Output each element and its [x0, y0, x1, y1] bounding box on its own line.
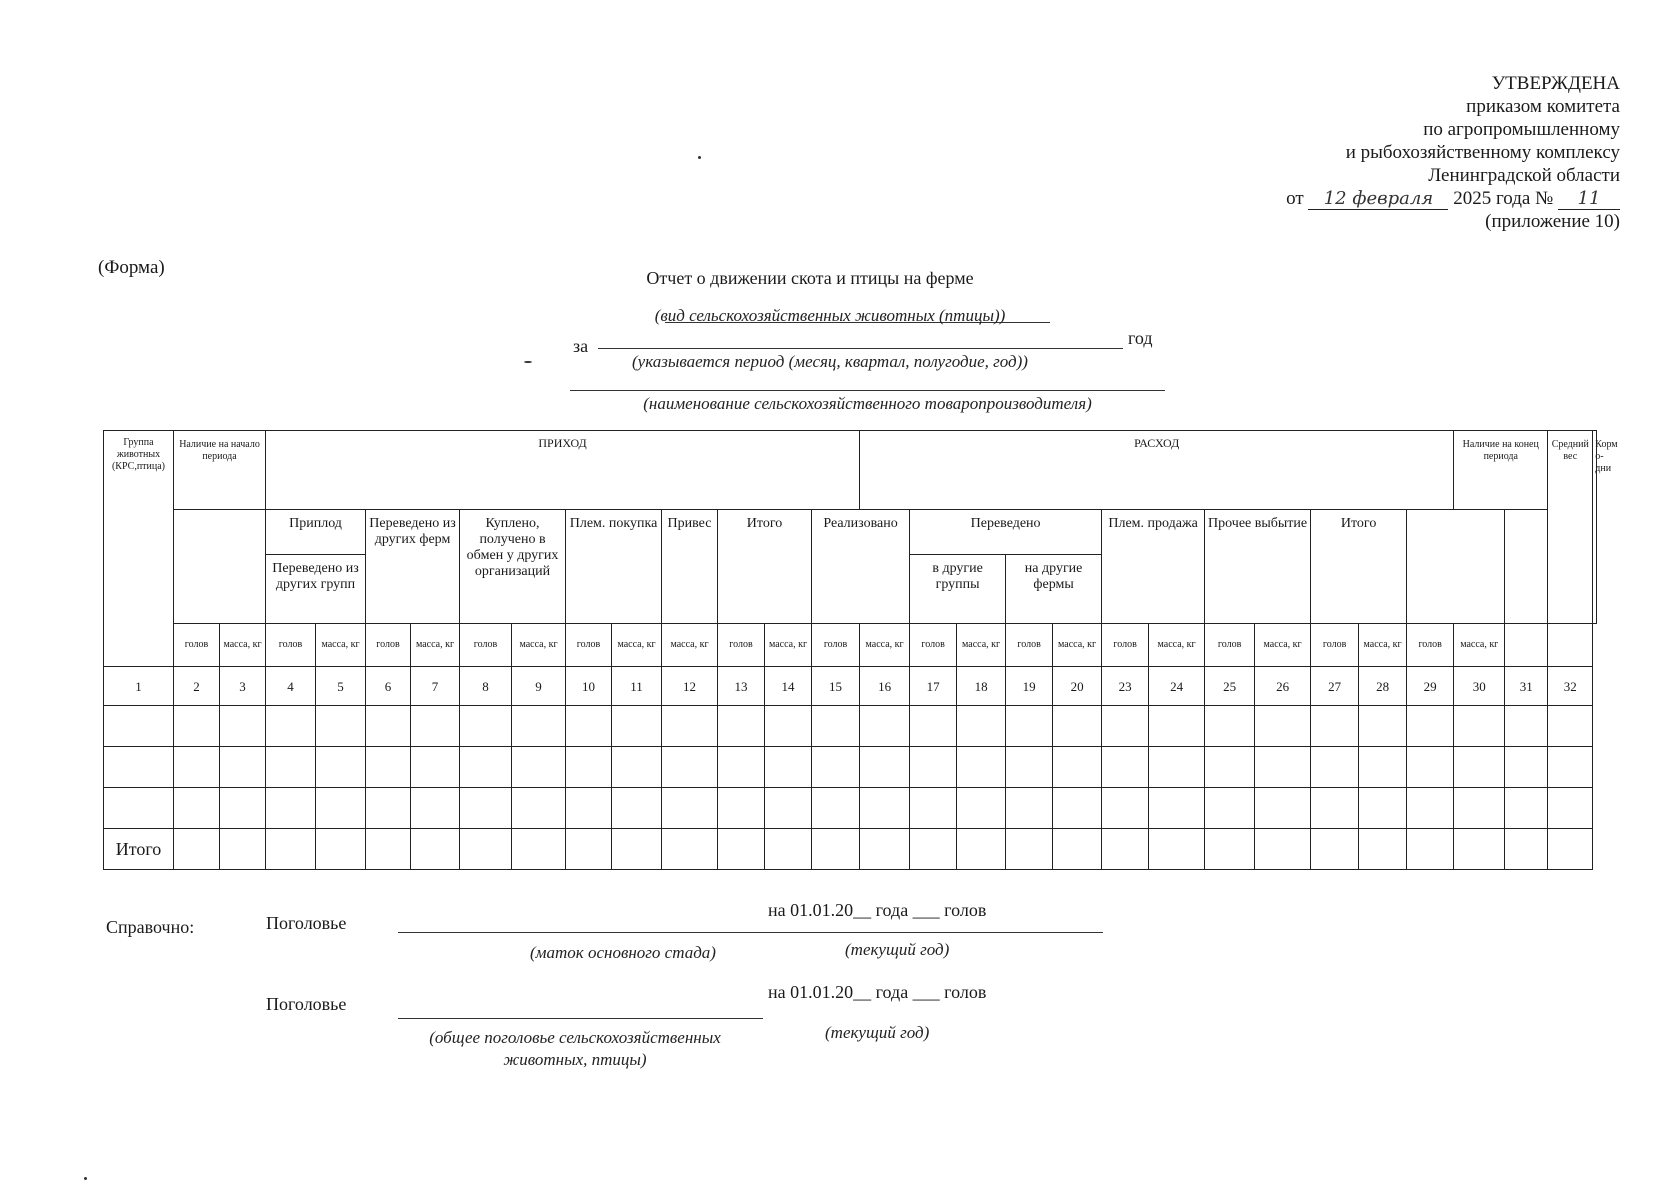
unit-mass: масса, кг [860, 624, 910, 667]
col-number: 31 [1505, 667, 1548, 706]
table-cell[interactable] [957, 706, 1006, 747]
unit-heads: голов [1311, 624, 1359, 667]
table-cell[interactable] [1149, 788, 1205, 829]
table-cell[interactable] [662, 706, 718, 747]
table-cell[interactable] [1454, 788, 1505, 829]
unit-mass: масса, кг [1359, 624, 1407, 667]
col-end-header: Наличие на конец периода [1454, 431, 1548, 510]
expense-transferred-header: Переведено [910, 510, 1102, 555]
reference-row2-hint: (общее поголовье сельскохозяйственных животных, птицы) [429, 1028, 721, 1069]
table-cell[interactable] [1548, 788, 1593, 829]
table-cell[interactable] [460, 706, 512, 747]
table-cell[interactable] [174, 706, 220, 747]
col-number: 18 [957, 667, 1006, 706]
unit-heads: голов [174, 624, 220, 667]
table-cell[interactable] [1053, 788, 1102, 829]
table-cell[interactable] [860, 706, 910, 747]
report-title: Отчет о движении скота и птицы на ферме [646, 268, 974, 288]
table-cell[interactable] [1407, 747, 1454, 788]
col-avg-weight-blank [1505, 624, 1548, 667]
table-cell[interactable] [812, 747, 860, 788]
table-cell[interactable] [316, 706, 366, 747]
table-cell[interactable] [174, 788, 220, 829]
col-number: 5 [316, 667, 366, 706]
table-cell[interactable] [1454, 829, 1505, 870]
col-feed-days-header: Корм о-дни [1593, 431, 1597, 624]
table-cell[interactable] [718, 829, 765, 870]
col-number: 6 [366, 667, 411, 706]
table-cell[interactable] [566, 788, 612, 829]
table-cell[interactable] [1548, 747, 1593, 788]
table-cell[interactable] [316, 829, 366, 870]
approval-title: УТВЕРЖДЕНА [1491, 73, 1620, 94]
unit-mass: масса, кг [662, 624, 718, 667]
table-cell[interactable] [1102, 788, 1149, 829]
table-cell[interactable] [1053, 706, 1102, 747]
table-cell[interactable] [1205, 706, 1255, 747]
table-cell[interactable] [1505, 706, 1548, 747]
table-cell[interactable] [316, 788, 366, 829]
income-from-farms-header: Переведено из других ферм [366, 510, 460, 624]
unit-mass: масса, кг [765, 624, 812, 667]
table-cell[interactable] [860, 747, 910, 788]
data-row-2 [104, 747, 1597, 788]
table-cell[interactable] [612, 788, 662, 829]
table-cell[interactable] [566, 829, 612, 870]
table-cell[interactable] [1006, 747, 1053, 788]
reference-label: Справочно: [106, 917, 195, 937]
table-cell[interactable] [1359, 829, 1407, 870]
unit-heads: голов [1006, 624, 1053, 667]
table-cell[interactable] [1548, 829, 1593, 870]
livestock-movement-table [103, 430, 1618, 870]
table-cell[interactable] [662, 788, 718, 829]
col-number: 2 [174, 667, 220, 706]
table-cell[interactable] [460, 829, 512, 870]
col-number: 29 [1407, 667, 1454, 706]
table-cell[interactable] [1255, 706, 1311, 747]
unit-mass: масса, кг [411, 624, 460, 667]
income-gain-header: Привес [662, 510, 718, 624]
table-cell[interactable] [765, 829, 812, 870]
col-number: 13 [718, 667, 765, 706]
table-cell[interactable] [460, 788, 512, 829]
col-number: 3 [220, 667, 266, 706]
scan-speck [524, 361, 532, 363]
col-number: 12 [662, 667, 718, 706]
approval-line-4: Ленинградской области [1428, 165, 1620, 186]
reference-row1-hint: (маток основного стада) [530, 943, 716, 962]
table-cell[interactable] [316, 747, 366, 788]
col-start-blank [174, 510, 266, 624]
approval-from-prefix: от [1286, 188, 1304, 209]
unit-mass: масса, кг [512, 624, 566, 667]
table-cell[interactable] [1311, 706, 1359, 747]
income-breeding-header: Плем. покупка [566, 510, 662, 624]
unit-mass: масса, кг [1454, 624, 1505, 667]
col-number: 11 [612, 667, 662, 706]
col-number: 30 [1454, 667, 1505, 706]
table-cell[interactable] [1311, 788, 1359, 829]
table-cell[interactable] [1255, 829, 1311, 870]
table-cell[interactable] [1505, 747, 1548, 788]
table-cell[interactable] [366, 706, 411, 747]
table-cell[interactable] [1006, 706, 1053, 747]
unit-heads: голов [1205, 624, 1255, 667]
table-cell[interactable] [566, 706, 612, 747]
table-cell[interactable] [174, 829, 220, 870]
table-cell[interactable] [1407, 829, 1454, 870]
header-row-2 [104, 510, 1597, 555]
table-cell[interactable] [104, 706, 174, 747]
table-cell[interactable] [366, 829, 411, 870]
scan-speck [84, 1177, 87, 1180]
table-cell[interactable] [662, 829, 718, 870]
reference-row2-label: Поголовье [266, 994, 347, 1014]
col-start-header: Наличие на начало периода [174, 431, 266, 510]
table-cell[interactable] [1407, 706, 1454, 747]
unit-mass: масса, кг [1255, 624, 1311, 667]
table-cell[interactable] [957, 747, 1006, 788]
col-avg-weight-header: Средний вес [1548, 431, 1593, 624]
unit-mass: масса, кг [957, 624, 1006, 667]
form-label: (Форма) [98, 257, 165, 278]
table-cell[interactable] [220, 788, 266, 829]
table-cell[interactable] [1505, 829, 1548, 870]
table-cell[interactable] [512, 747, 566, 788]
col-group-header: Группа животных (КРС,птица) [104, 431, 174, 667]
approval-line-2: по агропромышленному [1423, 119, 1620, 140]
expense-to-groups-header: в другие группы [910, 555, 1006, 624]
col-number: 32 [1548, 667, 1593, 706]
table-cell[interactable] [1505, 788, 1548, 829]
table-cell[interactable] [1149, 706, 1205, 747]
col-number: 15 [812, 667, 860, 706]
income-offspring-header: Приплод [266, 510, 366, 555]
table-cell[interactable] [366, 788, 411, 829]
unit-heads: голов [366, 624, 411, 667]
table-cell[interactable] [1102, 706, 1149, 747]
table-cell[interactable] [1548, 706, 1593, 747]
income-bought-header: Куплено, получено в обмен у других организаций [460, 510, 566, 624]
table-cell[interactable] [1102, 829, 1149, 870]
unit-mass: масса, кг [1053, 624, 1102, 667]
column-number-row [104, 667, 1597, 706]
table-cell[interactable] [812, 829, 860, 870]
expense-to-farms-header: на другие фермы [1006, 555, 1102, 624]
col-end-blank [1407, 510, 1505, 624]
unit-heads: голов [566, 624, 612, 667]
table-cell[interactable] [812, 788, 860, 829]
table-cell[interactable] [411, 829, 460, 870]
unit-mass: масса, кг [1149, 624, 1205, 667]
table-cell[interactable] [910, 829, 957, 870]
period-suffix: год [1128, 328, 1153, 348]
income-offspring-sub-header: Переведено из других групп [266, 555, 366, 624]
approval-year-text: 2025 года № [1453, 188, 1554, 209]
table-cell[interactable] [612, 829, 662, 870]
period-prefix: за [573, 336, 589, 356]
table-cell[interactable] [612, 706, 662, 747]
table-cell[interactable] [460, 747, 512, 788]
col-number: 1 [104, 667, 174, 706]
table-cell[interactable] [411, 747, 460, 788]
table-cell[interactable] [860, 829, 910, 870]
animal-type-hint: (вид сельскохозяйственных животных (птицы)) [654, 306, 1006, 325]
table-cell[interactable] [910, 706, 957, 747]
approval-order-line [1060, 187, 1620, 210]
table-cell[interactable] [266, 788, 316, 829]
col-feed-days-blank [1548, 624, 1593, 667]
table-cell[interactable] [765, 788, 812, 829]
unit-heads: голов [910, 624, 957, 667]
table-cell[interactable] [266, 747, 316, 788]
table-cell[interactable] [566, 747, 612, 788]
period-hint: (указывается период (месяц, квартал, полугодие, год)) [632, 352, 1028, 371]
expense-total-header: Итого [1311, 510, 1407, 624]
col-number: 26 [1255, 667, 1311, 706]
total-row-label: Итого [104, 829, 174, 870]
table-cell[interactable] [1053, 829, 1102, 870]
table-cell[interactable] [411, 706, 460, 747]
unit-heads: голов [1102, 624, 1149, 667]
approval-line-1: приказом комитета [1466, 96, 1620, 117]
table-cell[interactable] [910, 788, 957, 829]
table-cell[interactable] [765, 747, 812, 788]
col-number: 8 [460, 667, 512, 706]
table-cell[interactable] [1149, 829, 1205, 870]
expense-breeding-header: Плем. продажа [1102, 510, 1205, 624]
col-number: 4 [266, 667, 316, 706]
expense-header: РАСХОД [860, 431, 1454, 510]
income-total-header: Итого [718, 510, 812, 624]
col-number: 27 [1311, 667, 1359, 706]
organization-field[interactable] [570, 368, 1165, 391]
period-field[interactable] [598, 326, 1123, 349]
reference-row2-field[interactable] [398, 994, 763, 1019]
table-cell[interactable] [1006, 829, 1053, 870]
unit-mass: масса, кг [612, 624, 662, 667]
table-cell[interactable] [512, 788, 566, 829]
table-cell[interactable] [765, 706, 812, 747]
table-cell[interactable] [957, 788, 1006, 829]
table-cell[interactable] [1255, 747, 1311, 788]
table-cell[interactable] [1149, 747, 1205, 788]
col-number: 28 [1359, 667, 1407, 706]
table-cell[interactable] [718, 747, 765, 788]
table-cell[interactable] [220, 706, 266, 747]
approval-line-3: и рыбохозяйственному комплексу [1345, 142, 1620, 163]
expense-other-header: Прочее выбытие [1205, 510, 1311, 624]
table-cell[interactable] [174, 747, 220, 788]
reference-row2-date: на 01.01.20__ года ___ голов [768, 982, 987, 1002]
income-header: ПРИХОД [266, 431, 860, 510]
table-cell[interactable] [1311, 829, 1359, 870]
table-cell[interactable] [1359, 788, 1407, 829]
expense-sold-header: Реализовано [812, 510, 910, 624]
approval-appendix: (приложение 10) [1485, 211, 1620, 232]
unit-heads: голов [266, 624, 316, 667]
reference-row1-field[interactable] [398, 908, 1103, 933]
organization-hint: (наименование сельскохозяйственного товаропроизводителя) [643, 394, 1092, 413]
table-cell[interactable] [220, 747, 266, 788]
table-cell[interactable] [1454, 747, 1505, 788]
total-row [104, 829, 1597, 870]
approval-number-handwritten: 11 [1558, 189, 1620, 210]
table-cell[interactable] [1359, 747, 1407, 788]
table-cell[interactable] [1205, 788, 1255, 829]
approval-block [1060, 72, 1620, 233]
col-number: 7 [411, 667, 460, 706]
col-number: 19 [1006, 667, 1053, 706]
table-cell[interactable] [1205, 829, 1255, 870]
unit-heads: голов [812, 624, 860, 667]
scan-speck [698, 156, 701, 159]
data-row-1 [104, 706, 1597, 747]
table-cell[interactable] [1454, 706, 1505, 747]
table-cell[interactable] [612, 747, 662, 788]
table-cell[interactable] [512, 706, 566, 747]
reference-row1-year-hint: (текущий год) [845, 940, 950, 959]
col-number: 20 [1053, 667, 1102, 706]
unit-heads: голов [718, 624, 765, 667]
header-row-units [104, 624, 1597, 667]
table-cell[interactable] [718, 788, 765, 829]
reference-row2-year-hint: (текущий год) [825, 1023, 930, 1042]
table-cell[interactable] [266, 706, 316, 747]
unit-mass: масса, кг [220, 624, 266, 667]
table-cell[interactable] [1311, 747, 1359, 788]
table-cell[interactable] [104, 747, 174, 788]
table-cell[interactable] [957, 829, 1006, 870]
table-cell[interactable] [718, 706, 765, 747]
col-number: 14 [765, 667, 812, 706]
col-number: 9 [512, 667, 566, 706]
unit-heads: голов [460, 624, 512, 667]
table-cell[interactable] [220, 829, 266, 870]
col-number: 10 [566, 667, 612, 706]
table-cell[interactable] [1407, 788, 1454, 829]
reference-row1-date: на 01.01.20__ года ___ голов [768, 900, 987, 920]
col-number: 25 [1205, 667, 1255, 706]
table-cell[interactable] [910, 747, 957, 788]
data-row-3 [104, 788, 1597, 829]
reference-row1-label: Поголовье [266, 913, 347, 933]
table-cell[interactable] [512, 829, 566, 870]
table-cell[interactable] [104, 788, 174, 829]
table-cell[interactable] [860, 788, 910, 829]
unit-mass: масса, кг [316, 624, 366, 667]
col-number: 16 [860, 667, 910, 706]
table-cell[interactable] [1205, 747, 1255, 788]
header-row-1 [104, 431, 1597, 510]
table-cell[interactable] [1102, 747, 1149, 788]
col-number: 17 [910, 667, 957, 706]
unit-heads: голов [1407, 624, 1454, 667]
table-cell[interactable] [662, 747, 718, 788]
table-cell[interactable] [1006, 788, 1053, 829]
table-cell[interactable] [1053, 747, 1102, 788]
table-cell[interactable] [366, 747, 411, 788]
table-cell[interactable] [812, 706, 860, 747]
col-number: 24 [1149, 667, 1205, 706]
col-number: 23 [1102, 667, 1149, 706]
table-cell[interactable] [266, 829, 316, 870]
approval-date-handwritten: 12 февраля [1308, 189, 1448, 210]
table-cell[interactable] [411, 788, 460, 829]
table-cell[interactable] [1359, 706, 1407, 747]
table-cell[interactable] [1255, 788, 1311, 829]
